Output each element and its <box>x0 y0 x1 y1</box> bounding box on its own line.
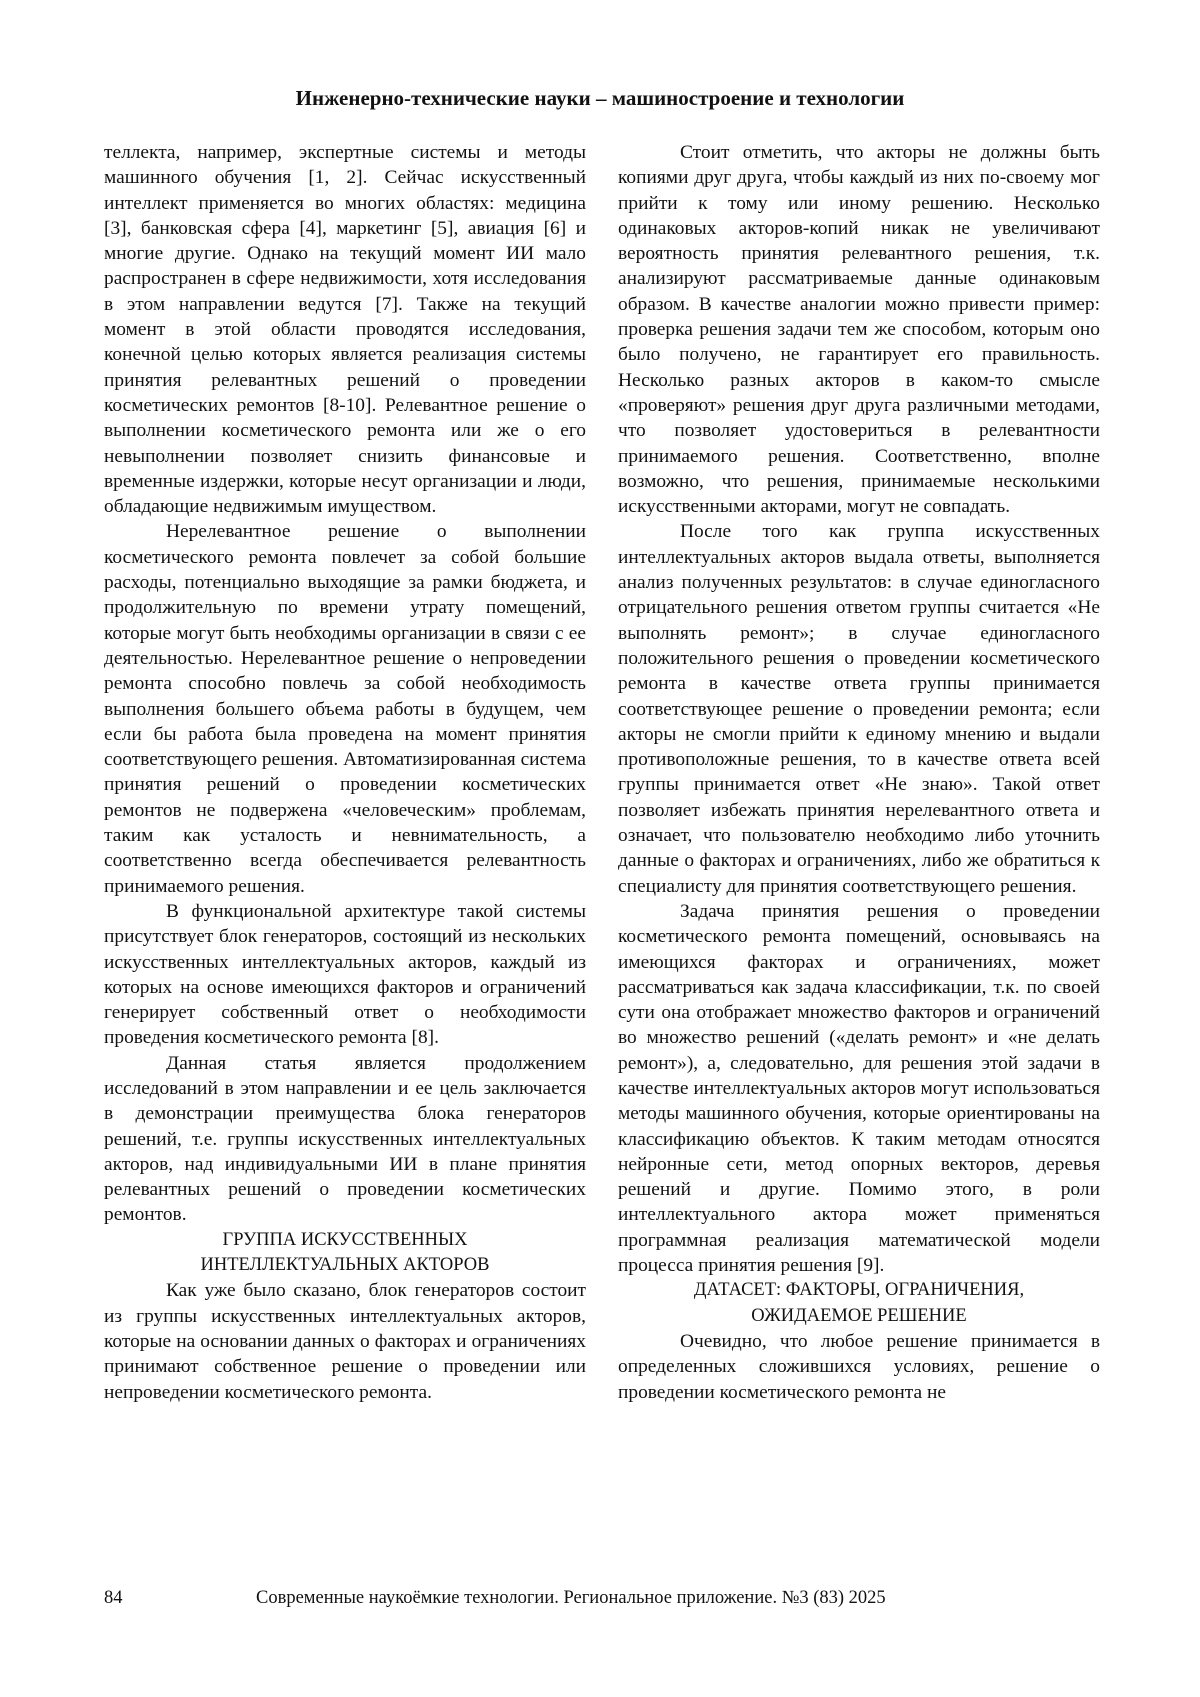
left-column <box>104 140 586 1405</box>
right-column <box>618 140 1100 1405</box>
paragraph: теллекта, например, экспертные системы и методы машинного обучения [1, 2]. Сейчас искусственный интеллект применяется во многих областях: медицина [3], банковская сфера [4], маркетинг [5], авиация [6] и многие другие. Однако на текущий момент ИИ мало распространен в сфере недвижимости, хотя исследования в этом направлении ведутся [7]. Также на текущий момент в этой области проводятся исследования, конечной целью которых является реализация системы принятия релевантных решений о проведении косметических ремонтов [8-10]. Релевантное решение о выполнении косметического ремонта или же о его невыполнении позволяет снизить финансовые и временные издержки, которые несут организации и люди, обладающие недвижимым имуществом. <box>104 142 586 518</box>
section-heading-line: ОЖИДАЕМОЕ РЕШЕНИЕ <box>751 1305 967 1326</box>
page-number: 84 <box>104 1588 123 1608</box>
section-heading-line: ГРУППА ИСКУССТВЕННЫХ <box>222 1229 468 1250</box>
paragraph: Как уже было сказано, блок генераторов состоит из группы искусственных интеллектуальных акторов, которые на основании данных о факторах и ограничениях принимают собственное решение о проведении или непроведении косметического ремонта. <box>104 1280 586 1403</box>
paragraph: После того как группа искусственных интеллектуальных акторов выдала ответы, выполняется анализ полученных результатов: в случае единогласного отрицательного решения ответом группы считается «Не выполнять ремонт»; в случае единогласного положительного решения о проведении косметического ремонта в качестве ответа группы принимается соответствующее решение о проведении ремонта; если акторы не смогли прийти к единому мнению и выдали противоположные решения, то в качестве ответа всей группы принимается ответ «Не знаю». Такой ответ позволяет избежать принятия нерелевантного ответа и означает, что пользователю необходимо либо уточнить данные о факторах и ограничениях, либо же обратиться к специалисту для принятия соответствующего решения. <box>618 521 1100 897</box>
paragraph: В функциональной архитектуре такой системы присутствует блок генераторов, состоящий из нескольких искусственных интеллектуальных акторов, каждый из которых на основе имеющихся факторов и ограничений генерирует собственный ответ о необходимости проведения косметического ремонта [8]. <box>104 900 586 1049</box>
paragraph: Очевидно, что любое решение принимается в определенных сложившихся условиях, решение о проведении косметического ремонта не <box>618 1330 1100 1403</box>
paragraph: Стоит отметить, что акторы не должны быть копиями друг друга, чтобы каждый из них по-своему мог прийти к тому или иному решению. Несколько одинаковых акторов-копий никак не увеличивают вероятность принятия релевантного решения, т.к. анализируют рассматриваемые данные одинаковым образом. В качестве аналогии можно привести пример: проверка решения задачи тем же способом, которым оно было получено, не гарантирует его правильность. Несколько разных акторов в каком-то смысле «проверяют» решения друг друга различными методами, что позволяет удостовериться в релевантности принимаемого решения. Соответственно, вполне возможно, что решения, принимаемые несколькими искусственными акторами, могут не совпадать. <box>618 142 1100 518</box>
journal-title: Современные наукоёмкие технологии. Региональное приложение. №3 (83) 2025 <box>256 1588 886 1608</box>
section-heading <box>618 1278 1100 1329</box>
running-header: Инженерно-технические науки – машиностроение и технологии <box>295 86 905 110</box>
paragraph: Данная статья является продолжением исследований в этом направлении и ее цель заключается в демонстрации преимущества блока генераторов решений, т.е. группы искусственных интеллектуальных акторов, над индивидуальными ИИ в плане принятия релевантных решений о проведении косметических ремонтов. <box>104 1052 586 1226</box>
paragraph: Нерелевантное решение о выполнении косметического ремонта повлечет за собой большие расходы, потенциально выходящие за рамки бюджета, и продолжительную по времени утрату помещений, которые могут быть необходимы организации в связи с ее деятельностью. Нерелевантное решение о непроведении ремонта способно повлечь за собой необходимость выполнения большего объема работы в будущем, чем если бы работа была проведена на момент принятия соответствующего решения. Автоматизированная система принятия решений о проведении косметических ремонтов не подвержена «человеческим» проблемам, таким как усталость и невнимательность, а соответственно всегда обеспечивается релевантность принимаемого решения. <box>104 521 586 897</box>
section-heading-line: ДАТАСЕТ: ФАКТОРЫ, ОГРАНИЧЕНИЯ, <box>693 1280 1025 1301</box>
section-heading <box>104 1228 586 1279</box>
section-heading-line: ИНТЕЛЛЕКТУАЛЬНЫХ АКТОРОВ <box>200 1255 490 1276</box>
paragraph: Задача принятия решения о проведении косметического ремонта помещений, основываясь на имеющихся факторах и ограничениях, может рассматриваться как задача классификации, т.к. по своей сути она отображает множество факторов и ограничений во множество решений («делать ремонт» и «не делать ремонт»), а, следовательно, для решения этой задачи в качестве интеллектуальных акторов могут использоваться методы машинного обучения, которые ориентированы на классификацию объектов. К таким методам относятся нейронные сети, метод опорных векторов, деревья решений и другие. Помимо этого, в роли интеллектуального актора может применяться программная реализация математической модели процесса принятия решения [9]. <box>618 900 1100 1277</box>
